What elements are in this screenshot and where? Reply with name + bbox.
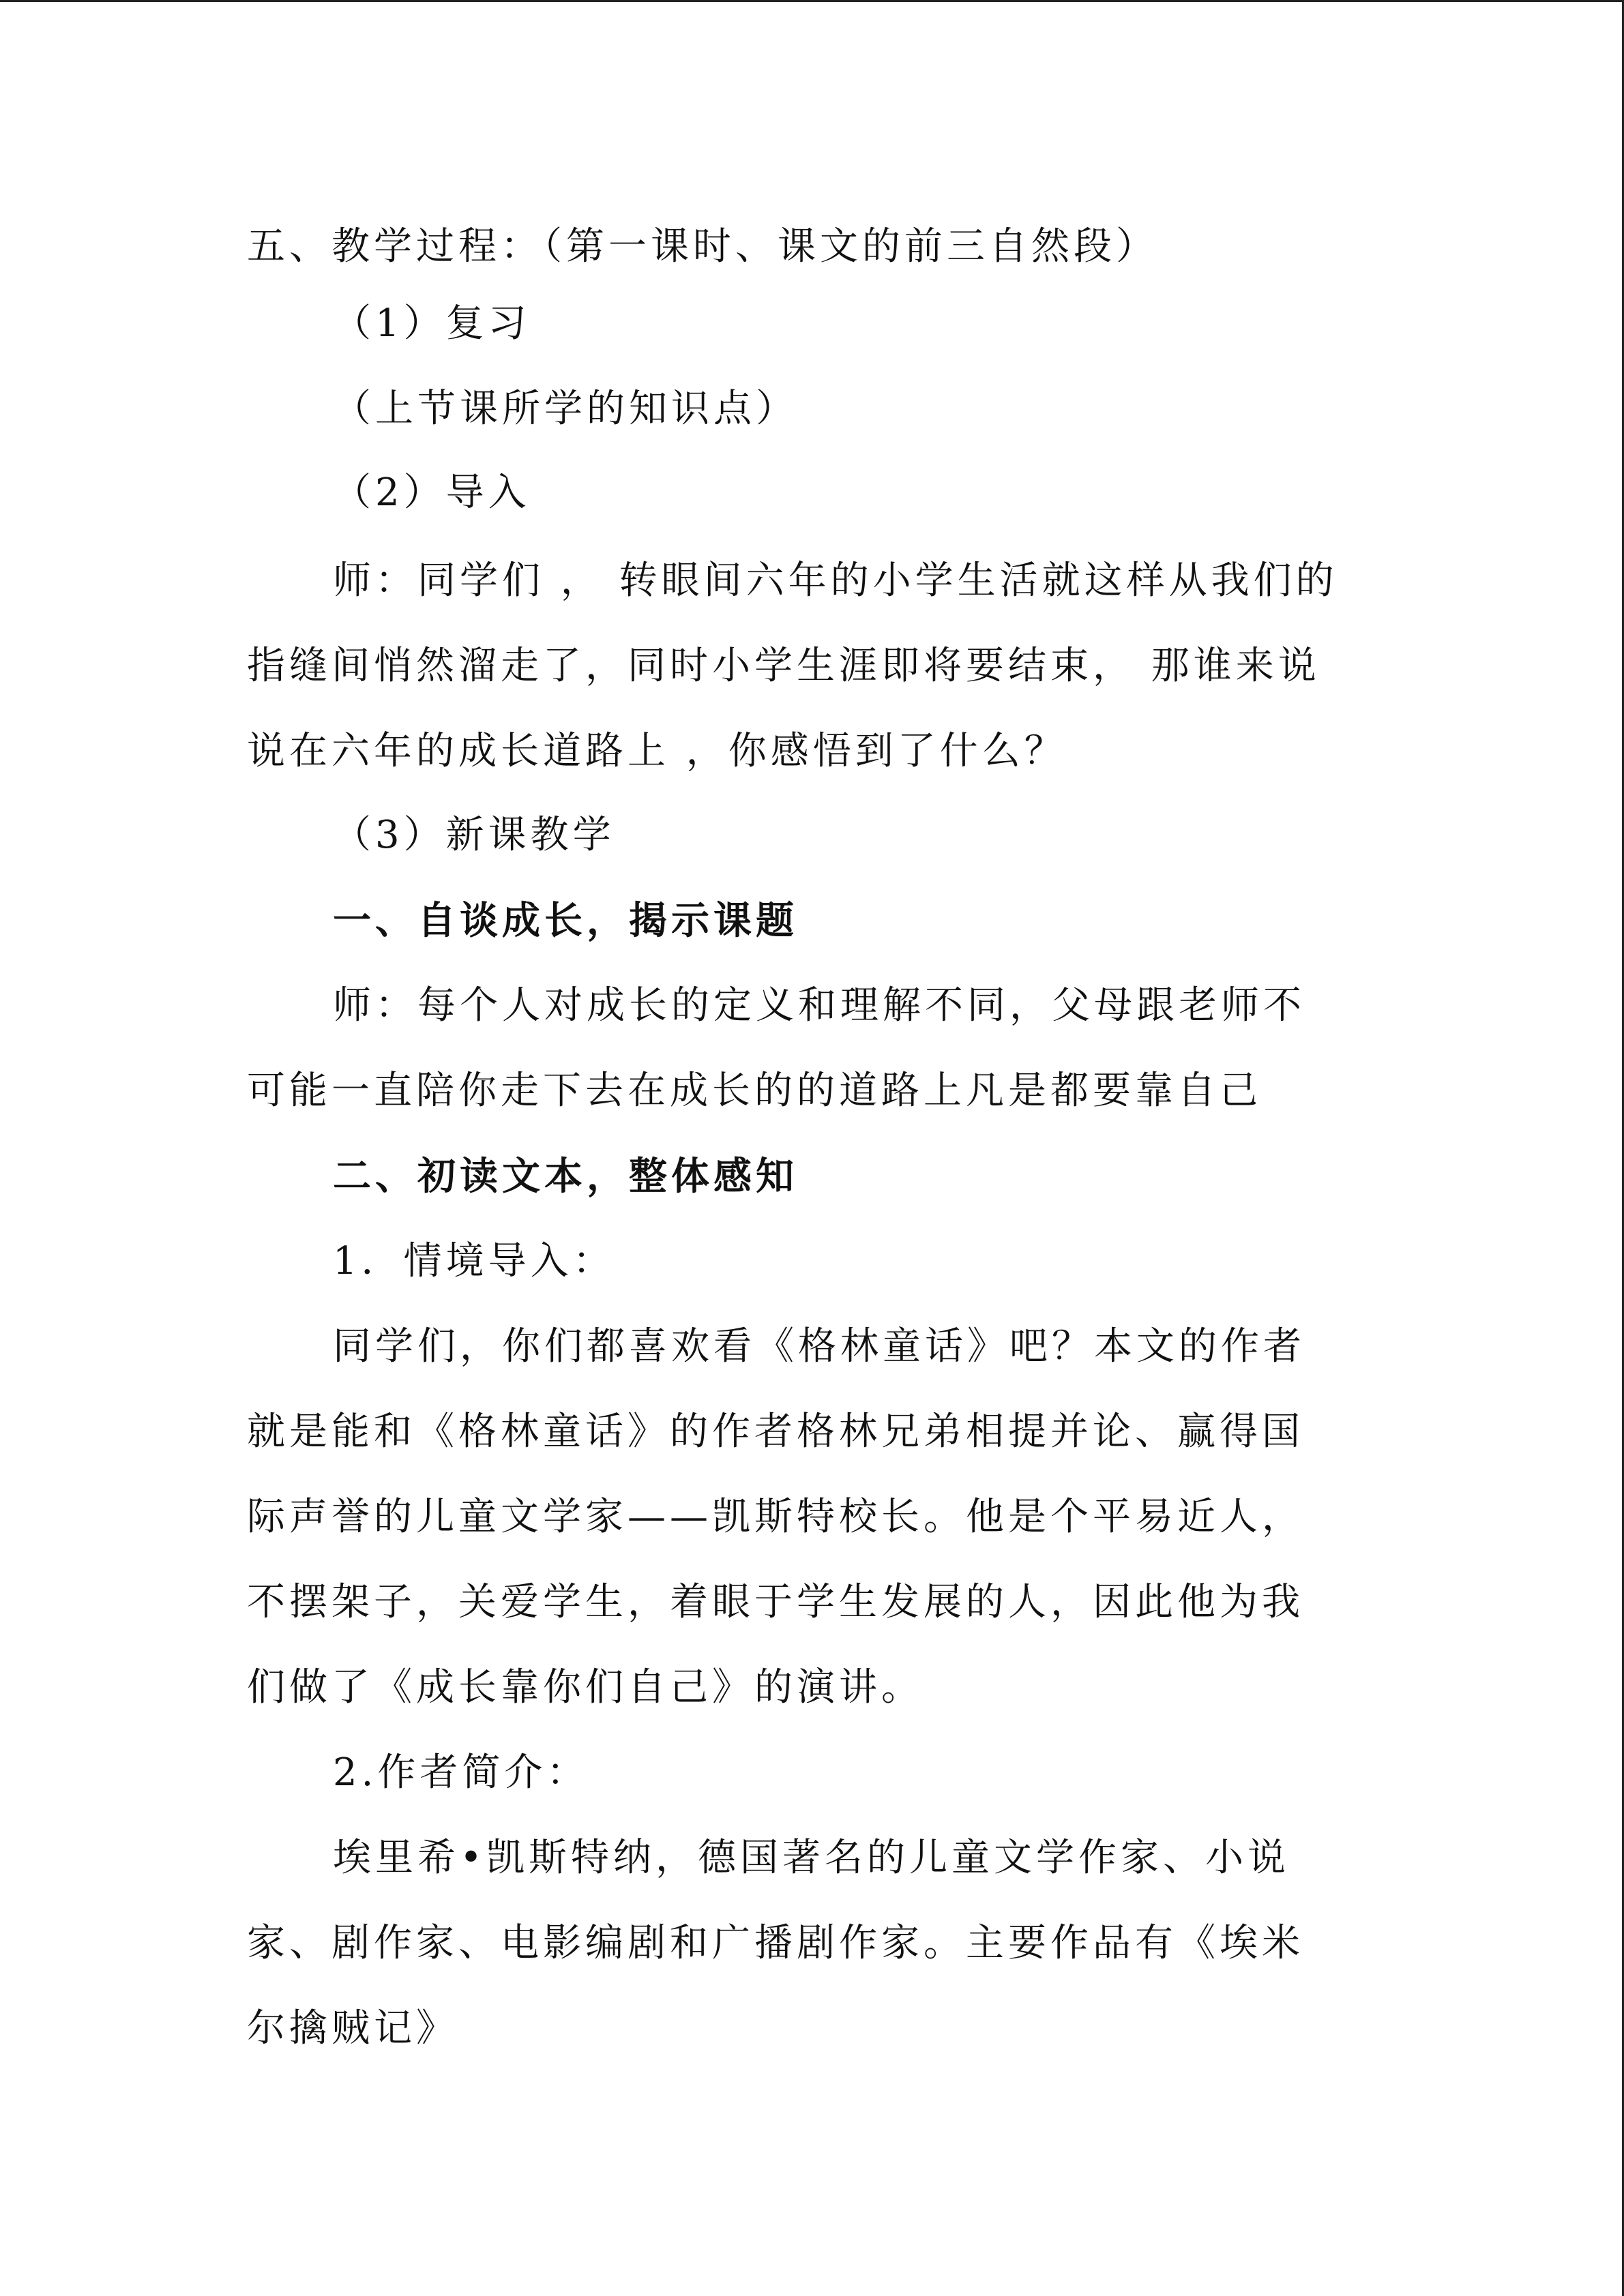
review-label: （1）复习: [333, 301, 531, 346]
intro-paragraph-line: 师：同学们 ， 转眼间六年的小学生活就这样从我们的: [333, 558, 1338, 603]
intro-label: （2）导入: [333, 471, 531, 515]
author-paragraph-line: 埃里希•凯斯特纳，德国著名的儿童文学作家、小说: [333, 1836, 1290, 1880]
author-label: 2.作者简介：: [333, 1750, 589, 1795]
review-note: （上节课所学的知识点）: [333, 387, 798, 431]
intro-paragraph-line: 指缝间悄然溜走了，同时小学生涯即将要结束， 那谁来说: [247, 644, 1320, 688]
section-one-paragraph-line: 可能一直陪你走下去在成长的的道路上凡是都要靠自己: [247, 1069, 1262, 1113]
scene-paragraph-line: 们做了《成长靠你们自己》的演讲。: [247, 1665, 924, 1710]
top-border-line: [0, 0, 1624, 2]
section-two-title: 二、初读文本，整体感知: [333, 1154, 798, 1199]
new-lesson-label: （3）新课教学: [333, 813, 615, 857]
section-one-title: 一、自谈成长，揭示课题: [333, 898, 798, 943]
scene-paragraph-line: 不摆架子，关爱学生，着眼于学生发展的人，因此他为我: [247, 1580, 1304, 1624]
section-one-paragraph-line: 师：每个人对成长的定义和理解不同，父母跟老师不: [333, 983, 1305, 1028]
author-paragraph-line: 尔擒贼记》: [247, 2006, 458, 2051]
section-heading: 五、教学过程：（第一课时、课文的前三自然段）: [247, 224, 1158, 269]
author-paragraph-line: 家、剧作家、电影编剧和广播剧作家。主要作品有《埃米: [247, 1921, 1304, 1965]
scene-paragraph-line: 就是能和《格林童话》的作者格林兄弟相提并论、赢得国: [247, 1410, 1304, 1454]
scene-paragraph-line: 际声誉的儿童文学家——凯斯特校长。他是个平易近人，: [247, 1495, 1304, 1539]
scene-label: 1．情境导入：: [333, 1239, 615, 1283]
scene-paragraph-line: 同学们，你们都喜欢看《格林童话》吧？本文的作者: [333, 1324, 1305, 1369]
intro-paragraph-line: 说在六年的成长道路上 ，你感悟到了什么？: [247, 729, 1067, 773]
